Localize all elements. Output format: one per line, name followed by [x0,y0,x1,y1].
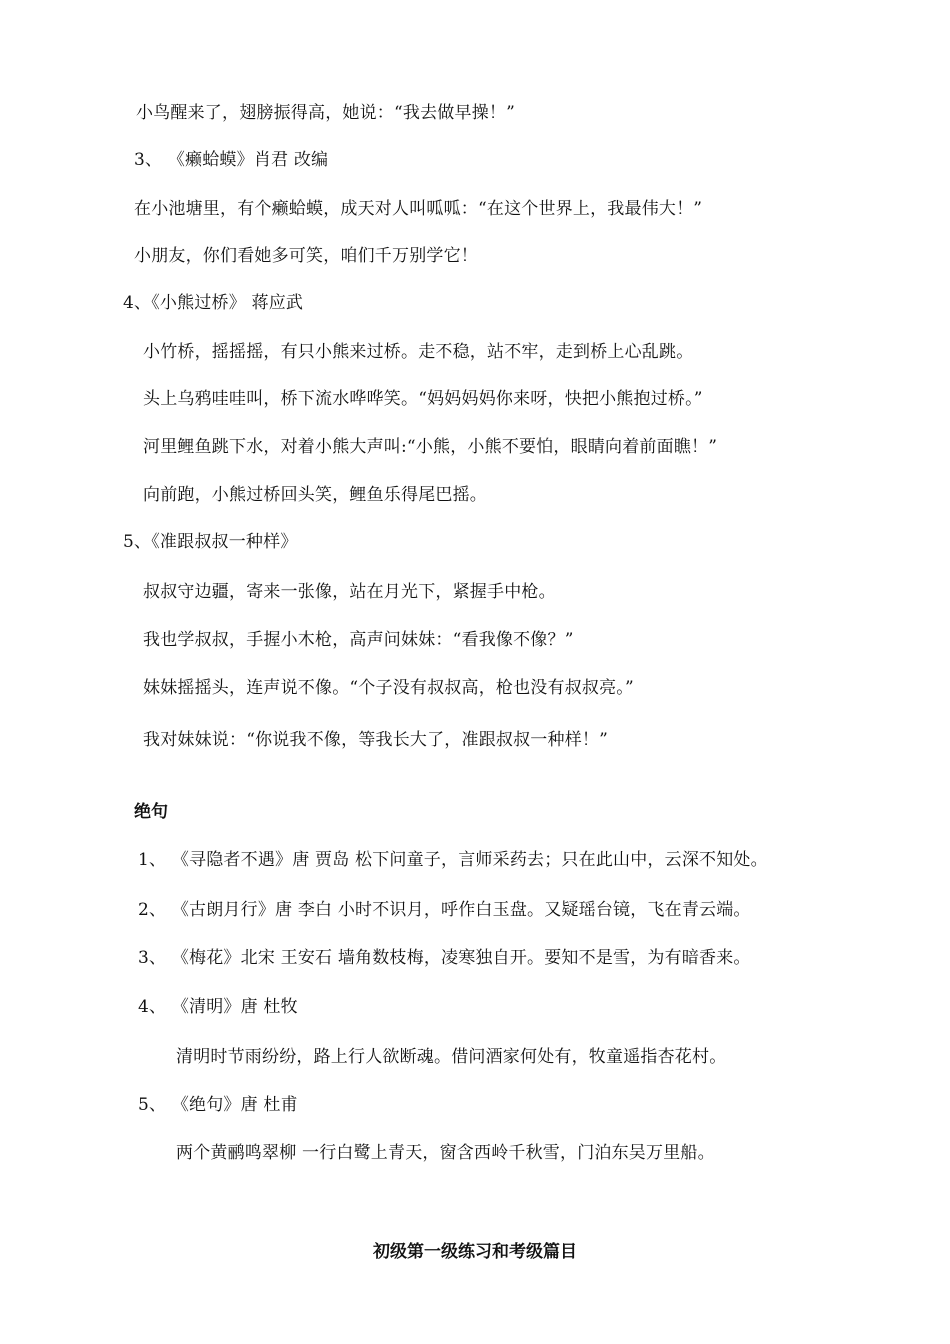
poem-title: 5、 《绝句》唐 杜甫 [138,1095,298,1115]
text-line: 向前跑，小熊过桥回头笑，鲤鱼乐得尾巴摇。 [143,485,487,505]
poem-title: 4、《小熊过桥》 蒋应武 [123,293,304,313]
text-line: 头上乌鸦哇哇叫，桥下流水哗哗笑。“妈妈妈妈你来呀，快把小熊抱过桥。” [143,389,703,409]
poem-title: 4、 《清明》唐 杜牧 [138,997,298,1017]
poem-line: 3、 《梅花》北宋 王安石 墙角数枝梅，凌寒独自开。要知不是雪，为有暗香来。 [138,948,751,968]
section-heading: 绝句 [134,802,168,822]
poem-line: 2、 《古朗月行》唐 李白 小时不识月，呼作白玉盘。又疑瑶台镜，飞在青云端。 [138,900,751,920]
text-line: 妹妹摇摇头，连声说不像。“个子没有叔叔高，枪也没有叔叔亮。” [143,678,634,698]
text-line: 我也学叔叔，手握小木枪，高声问妹妹：“看我像不像？” [143,630,574,650]
poem-line: 清明时节雨纷纷，路上行人欲断魂。借问酒家何处有，牧童遥指杏花村。 [176,1047,727,1067]
poem-line: 1、 《寻隐者不遇》唐 贾岛 松下问童子，言师采药去；只在此山中，云深不知处。 [138,850,768,870]
text-line: 小竹桥，摇摇摇，有只小熊来过桥。走不稳，站不牢，走到桥上心乱跳。 [143,342,694,362]
text-line: 小鸟醒来了，翅膀振得高，她说：“我去做早操！” [136,103,515,123]
poem-title: 3、 《癞蛤蟆》肖君 改编 [134,150,329,170]
text-line: 在小池塘里，有个癞蛤蟆，成天对人叫呱呱：“在这个世界上，我最伟大！” [134,199,703,219]
text-line: 叔叔守边疆，寄来一张像，站在月光下，紧握手中枪。 [143,582,556,602]
text-line: 河里鲤鱼跳下水，对着小熊大声叫:“小熊，小熊不要怕，眼睛向着前面瞧！” [143,437,718,457]
text-line: 我对妹妹说：“你说我不像，等我长大了，准跟叔叔一种样！” [143,730,608,750]
text-line: 小朋友，你们看她多可笑，咱们千万别学它！ [134,246,478,266]
poem-line: 两个黄鹂鸣翠柳 一行白鹭上青天，窗含西岭千秋雪，门泊东吴万里船。 [176,1143,715,1163]
page-title: 初级第一级练习和考级篇目 [373,1242,577,1262]
poem-title: 5、《准跟叔叔一种样》 [123,532,298,552]
